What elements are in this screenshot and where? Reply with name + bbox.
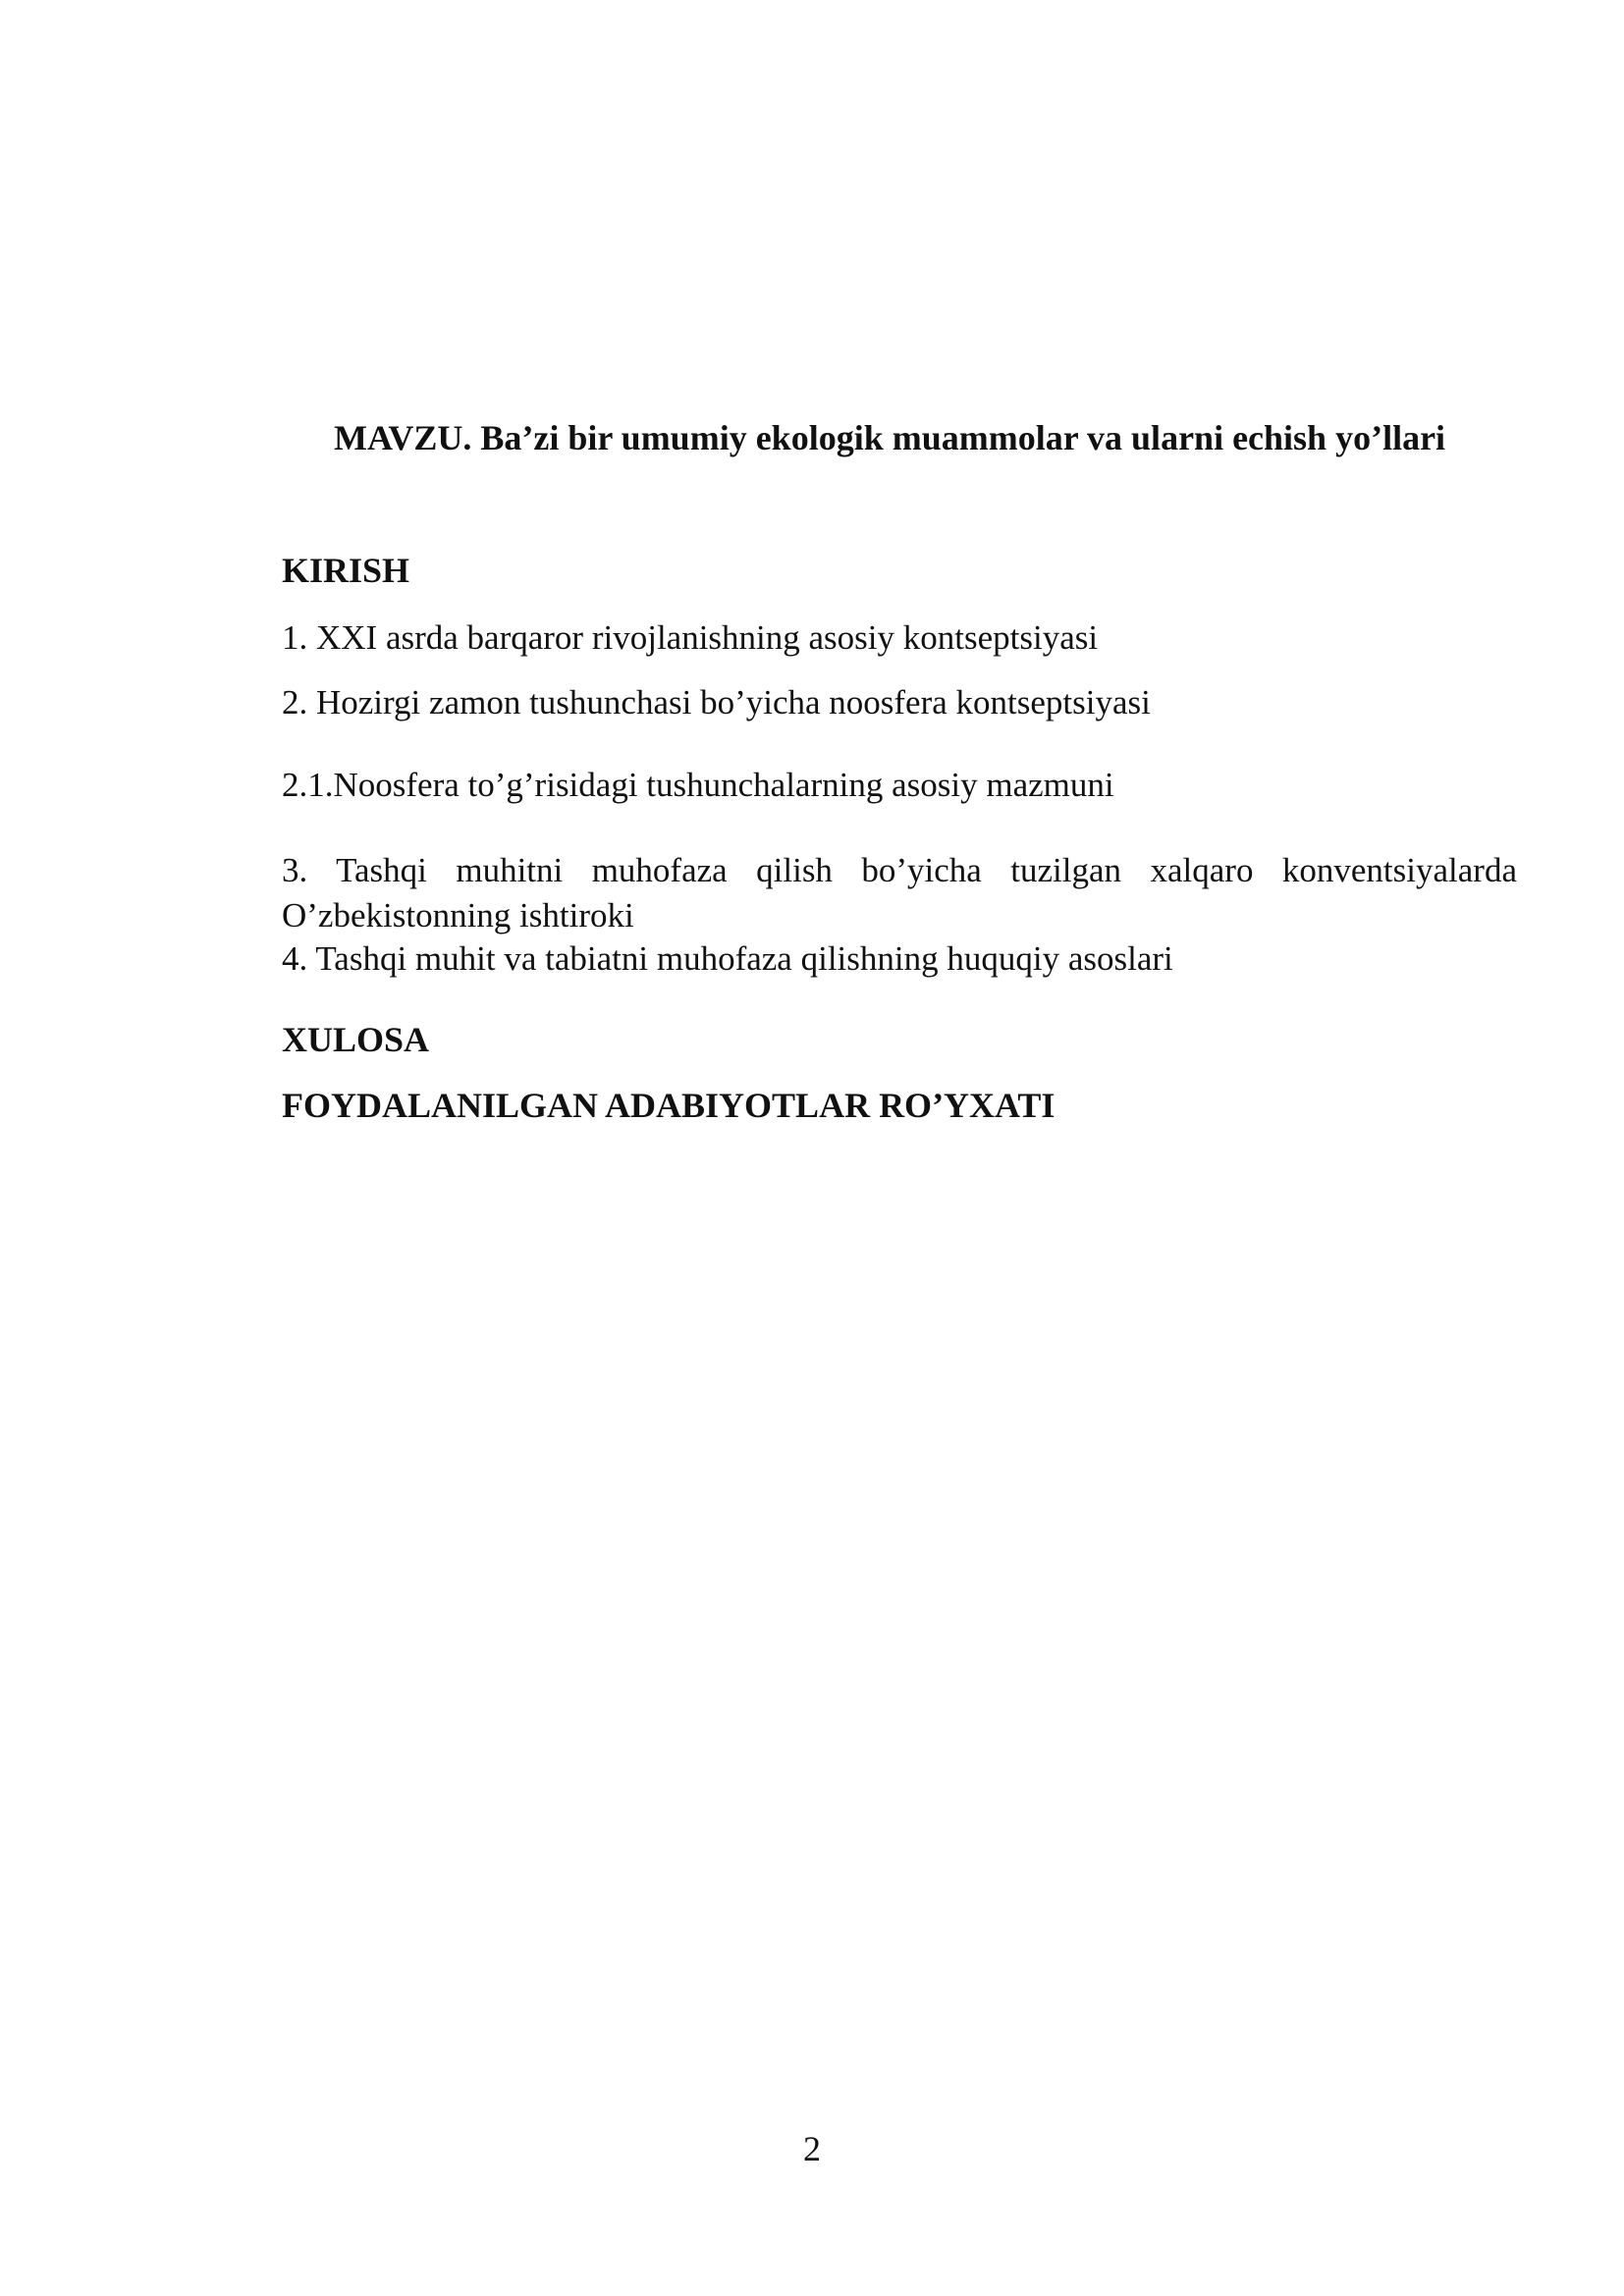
page-title: MAVZU. Ba’zi bir umumiy ekologik muammolar va ularni echish yo’llari (334, 418, 1446, 457)
toc-item-3: 3. Tashqi muhitni muhofaza qilish bo’yicha tuzilgan xalqaro konventsiyalarda O’zbekistonning ishtiroki (282, 851, 1517, 934)
toc-item-2: 2. Hozirgi zamon tushunchasi bo’yicha noosfera kontseptsiyasi (282, 683, 1151, 721)
page-number: 2 (803, 2129, 821, 2168)
toc-item-1: 1. XXI asrda barqaror rivojlanishning asosiy kontseptsiyasi (282, 618, 1099, 657)
toc-item-2-1: 2.1.Noosfera to’g’risidagi tushunchalarning asosiy mazmuni (282, 766, 1114, 804)
intro-heading: KIRISH (282, 551, 410, 590)
conclusion-heading: XULOSA (282, 1020, 430, 1059)
references-heading: FOYDALANILGAN ADABIYOTLAR RO’YXATI (282, 1086, 1056, 1125)
toc-item-4: 4. Tashqi muhit va tabiatni muhofaza qilishning huquqiy asoslari (282, 939, 1173, 978)
